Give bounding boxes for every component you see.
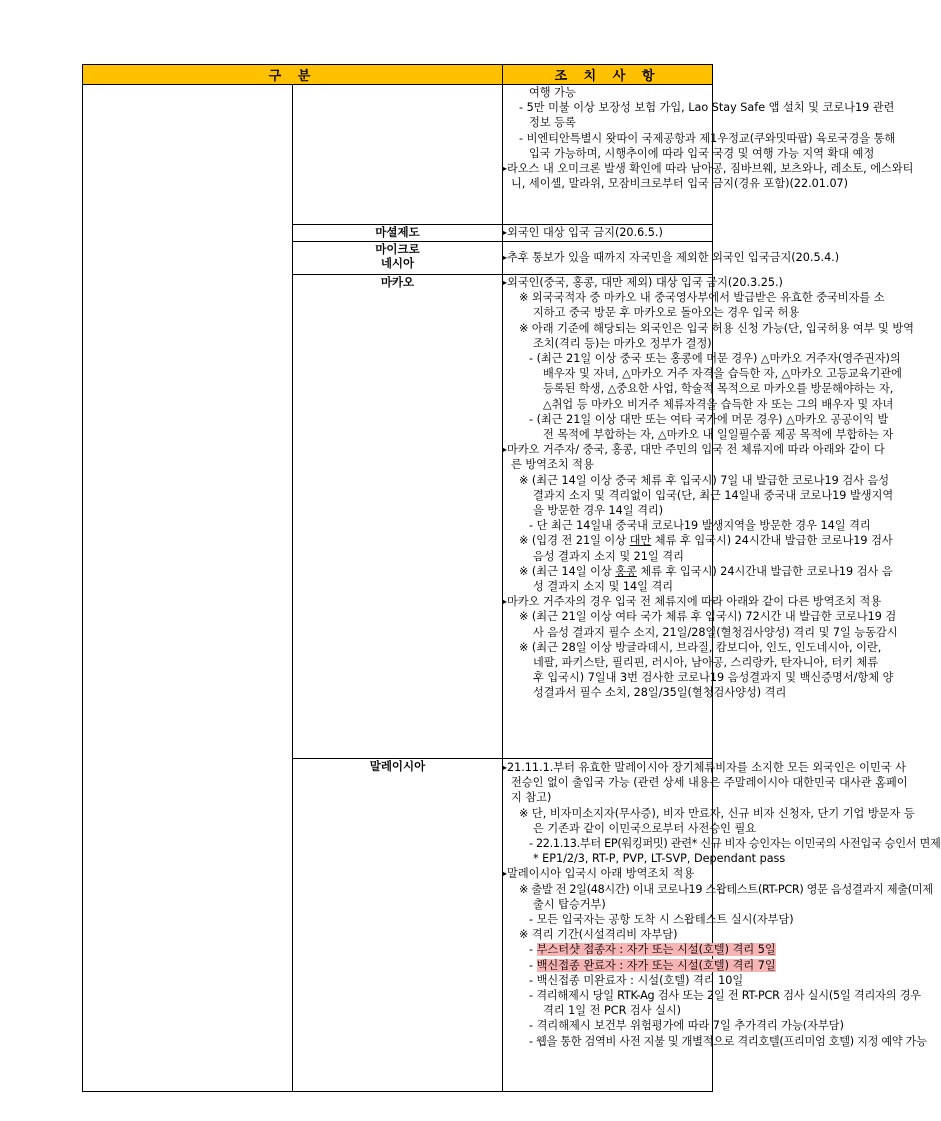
text-line: 네팔, 파키스탄, 필리핀, 러시아, 남아공, 스리랑카, 탄자니아, 터키 체류 — [533, 656, 879, 670]
text-line: ※ 단, 비자미소지자(무사증), 비자 만료자, 신규 비자 신청자, 단기 기업 방문자 등 — [519, 806, 915, 820]
list-item: ▸마카오 거주자의 경우 입국 전 체류지에 따라 아래와 같이 다른 방역조치 적용 — [503, 595, 882, 609]
text-line: * EP1/2/3, RT-P, PVP, LT-SVP, Dependant pass — [533, 852, 786, 866]
text-line: - (최근 21일 이상 대만 또는 여타 국가에 머문 경우) △마카오 공공이익 발 — [529, 412, 889, 426]
text-line: 배우자 및 자녀, △마카오 거주 자격을 습득한 자, △마카오 고등교육기관에 — [543, 367, 902, 381]
text-line: 른 방역조치 적용 — [511, 458, 594, 472]
text-line: 후 입국시) 7일내 3번 검사한 코로나19 음성결과지 및 백신증명서/항체 양 — [533, 671, 894, 685]
list-item: ▸추후 통보가 있을 때까지 자국민을 제외한 외국인 입국금지(20.5.4.) — [503, 251, 840, 265]
text-line: 성 결과지 소지 및 14일 격리 — [533, 580, 674, 594]
measures-micronesia — [503, 242, 840, 275]
text-line: ※ 아래 기준에 해당되는 외국인은 입국 허용 신청 가능(단, 입국허용 여부 및 방역 — [519, 321, 914, 335]
bullet-icon: ▸ — [503, 445, 508, 455]
bullet-icon: ▸ — [503, 164, 508, 174]
text-line: 결과지 소지 및 격리없이 입국(단, 최근 14일내 중국내 코로나19 발생지역 — [533, 488, 894, 502]
measures-laos — [503, 85, 914, 225]
text-line: 음성 결과지 소지 및 21일 격리 — [533, 549, 684, 563]
bullet-icon: ▸ — [503, 597, 508, 607]
highlight-booster: 부스터샷 접종자 : 자가 또는 시설(호텔) 격리 5일 — [536, 943, 776, 957]
text-line: 지 참고) — [511, 791, 552, 805]
text-line: 등록된 학생, △중요한 사업, 학술적 목적으로 마카오를 방문해야하는 자, — [543, 382, 894, 396]
list-item: ▸라오스 내 오미크론 발생 확인에 따라 남아공, 짐바브웨, 보츠와나, 레소토, 에스와티 — [503, 162, 914, 176]
text-line: ※ (최근 21일 이상 여타 국가 체류 후 입국시) 72시간 내 발급한 코로나19 검 — [519, 610, 897, 624]
text-line: - 웹을 통한 검역비 사전 지불 및 개별적으로 격리호텔(프리미엄 호텔) 지정 예약 가능 — [529, 1034, 927, 1048]
row-laos — [83, 85, 713, 225]
text-line: 입국 가능하며, 시행추이에 따라 입국 국경 및 여행 가능 지역 확대 예정 — [529, 146, 875, 160]
list-item: ▸마카오 거주자/ 중국, 홍콩, 대만 주민의 입국 전 체류지에 따라 아래와 같이 다 — [503, 443, 885, 457]
bullet-icon: ▸ — [503, 278, 508, 287]
text-line: △취업 등 마카오 비거주 체류자격을 습득한 자 또는 그의 배우자 및 자녀 — [543, 397, 894, 411]
text-line: ※ (입경 전 21일 이상 대만 체류 후 입국시) 24시간내 발급한 코로나19 검사 — [519, 534, 893, 548]
text-line: 정보 등록 — [529, 116, 576, 130]
text-line: ※ (최근 14일 이상 중국 체류 후 입국시) 7일 내 발급한 코로나19 검사 음성 — [519, 473, 890, 487]
text-line: - 5만 미불 이상 보장성 보험 가입, Lao Stay Safe 앱 설치 및 코로나19 관련 — [519, 101, 895, 115]
header-category: 구 분 — [83, 65, 503, 85]
text-line: 여행 가능 — [529, 86, 576, 99]
measures-maldives — [503, 225, 713, 242]
list-item: ▸말레이시아 입국시 아래 방역조치 적용 — [503, 867, 695, 881]
text-line: - 백신접종 미완료자 : 시설(호텔) 격리 10일 — [529, 973, 744, 987]
text-line: 은 기존과 같이 이민국으로부터 사전승인 필요 — [533, 821, 757, 835]
text-line: - 비엔티안특별시 왓따이 국제공항과 제1우정교(쿠와밋따팝) 육로국경을 통해 — [519, 131, 896, 145]
country-name-maldives: 마셜제도 — [293, 225, 503, 242]
country-name-macau: 마카오 — [293, 275, 503, 759]
bullet-icon: ▸ — [503, 869, 508, 879]
text-line: 성결과서 필수 소치, 28일/35일(혈청검사양성) 격리 — [533, 686, 787, 700]
text-line: 격리 1일 전 PCR 검사 실시) — [543, 1004, 682, 1018]
text-line: - 격리해제시 보건부 위험평가에 따라 7일 추가격리 가능(자부담) — [529, 1019, 844, 1033]
list-item: ▸외국인(중국, 홍콩, 대만 제외) 대상 입국 금지(20.3.25.) — [503, 276, 783, 289]
text-line: - 모든 입국자는 공항 도착 시 스왑테스트 실시(자부담) — [529, 913, 794, 927]
country-name-malaysia: 말레이시아 — [293, 759, 503, 1092]
bullet-icon: ▸ — [503, 763, 508, 772]
list-item: ▸21.11.1.부터 유효한 말레이시아 장기체류비자를 소지한 모든 외국인은 이민국 사 — [503, 761, 906, 774]
bullet-icon: ▸ — [503, 253, 508, 263]
measures-table — [82, 64, 941, 1092]
text-line: 지하고 중국 방문 후 마카오로 돌아오는 경우 입국 허용 — [533, 306, 800, 320]
text-line: ※ 출발 전 2일(48시간) 이내 코로나19 스왑테스트(RT-PCR) 영문 음성결과지 제출(미제 — [519, 882, 933, 896]
text-line: 전 목적에 부합하는 자, △마카오 내 일일필수품 제공 목적에 부합하는 자 — [543, 428, 894, 442]
measures-macau — [503, 275, 914, 759]
text-line: ※ 외국국적자 중 마카오 내 중국영사부에서 발급받은 유효한 중국비자를 소 — [519, 291, 885, 305]
text-line: - 백신접종 완료자 : 자가 또는 시설(호텔) 격리 7일 — [529, 958, 776, 972]
country-name-laos — [293, 85, 503, 225]
text-line: ※ (최근 14일 이상 홍콩 체류 후 입국시) 24시간내 발급한 코로나19 검사 음 — [519, 564, 893, 578]
text-line: 니, 세이셸, 말라위, 모잠비크로부터 입국 금지(경유 포함)(22.01.07) — [511, 177, 849, 191]
region-cell — [83, 85, 293, 1092]
text-line: - 부스터샷 접종자 : 자가 또는 시설(호텔) 격리 5일 — [529, 943, 776, 957]
text-line: - 22.1.13.부터 EP(워킹퍼밋) 관련* 신규 비자 승인자는 이민국의 사전입국 승인서 면제 — [529, 837, 941, 851]
text-line: ※ (최근 28일 이상 방글라데시, 브라질, 캄보디아, 인도, 인도네시아, 이란, — [519, 640, 882, 654]
list-item: ▸외국인 대상 입국 금지(20.6.5.) — [503, 226, 663, 240]
highlight-vaccinated: 백신접종 완료자 : 자가 또는 시설(호텔) 격리 7일 — [536, 958, 776, 972]
text-line: - 격리해제시 당일 RTK-Ag 검사 또는 2일 전 RT-PCR 검사 실시(5일 격리자의 경우 — [529, 989, 921, 1003]
header-measures: 조 치 사 항 — [503, 65, 713, 85]
table-header-row — [83, 65, 713, 85]
text-line: ※ 격리 기간(시설격리비 자부담) — [519, 928, 678, 942]
text-line: 사 음성 결과지 필수 소지, 21일/28일(혈청검사양성) 격리 및 7일 능동감시 — [533, 625, 898, 639]
text-line: 조치(격리 등)는 마카오 정부가 결정) — [533, 336, 712, 350]
country-name-micronesia: 마이크로 네시아 — [293, 242, 503, 275]
text-line: 을 방문한 경우 14일 격리) — [533, 504, 664, 518]
text-line: 전승인 없이 출입국 가능 (관련 상세 내용은 주말레이시아 대한민국 대사관 홈페이 — [511, 776, 908, 790]
text-line: 출시 탑승거부) — [533, 897, 606, 911]
text-line: - 단 최근 14일내 중국내 코로나19 발생지역을 방문한 경우 14일 격리 — [529, 519, 871, 533]
measures-malaysia — [503, 759, 941, 1092]
bullet-icon: ▸ — [503, 228, 508, 238]
text-line: - (최근 21일 이상 중국 또는 홍콩에 머문 경우) △마카오 거주자(영주권자)의 — [529, 352, 901, 366]
